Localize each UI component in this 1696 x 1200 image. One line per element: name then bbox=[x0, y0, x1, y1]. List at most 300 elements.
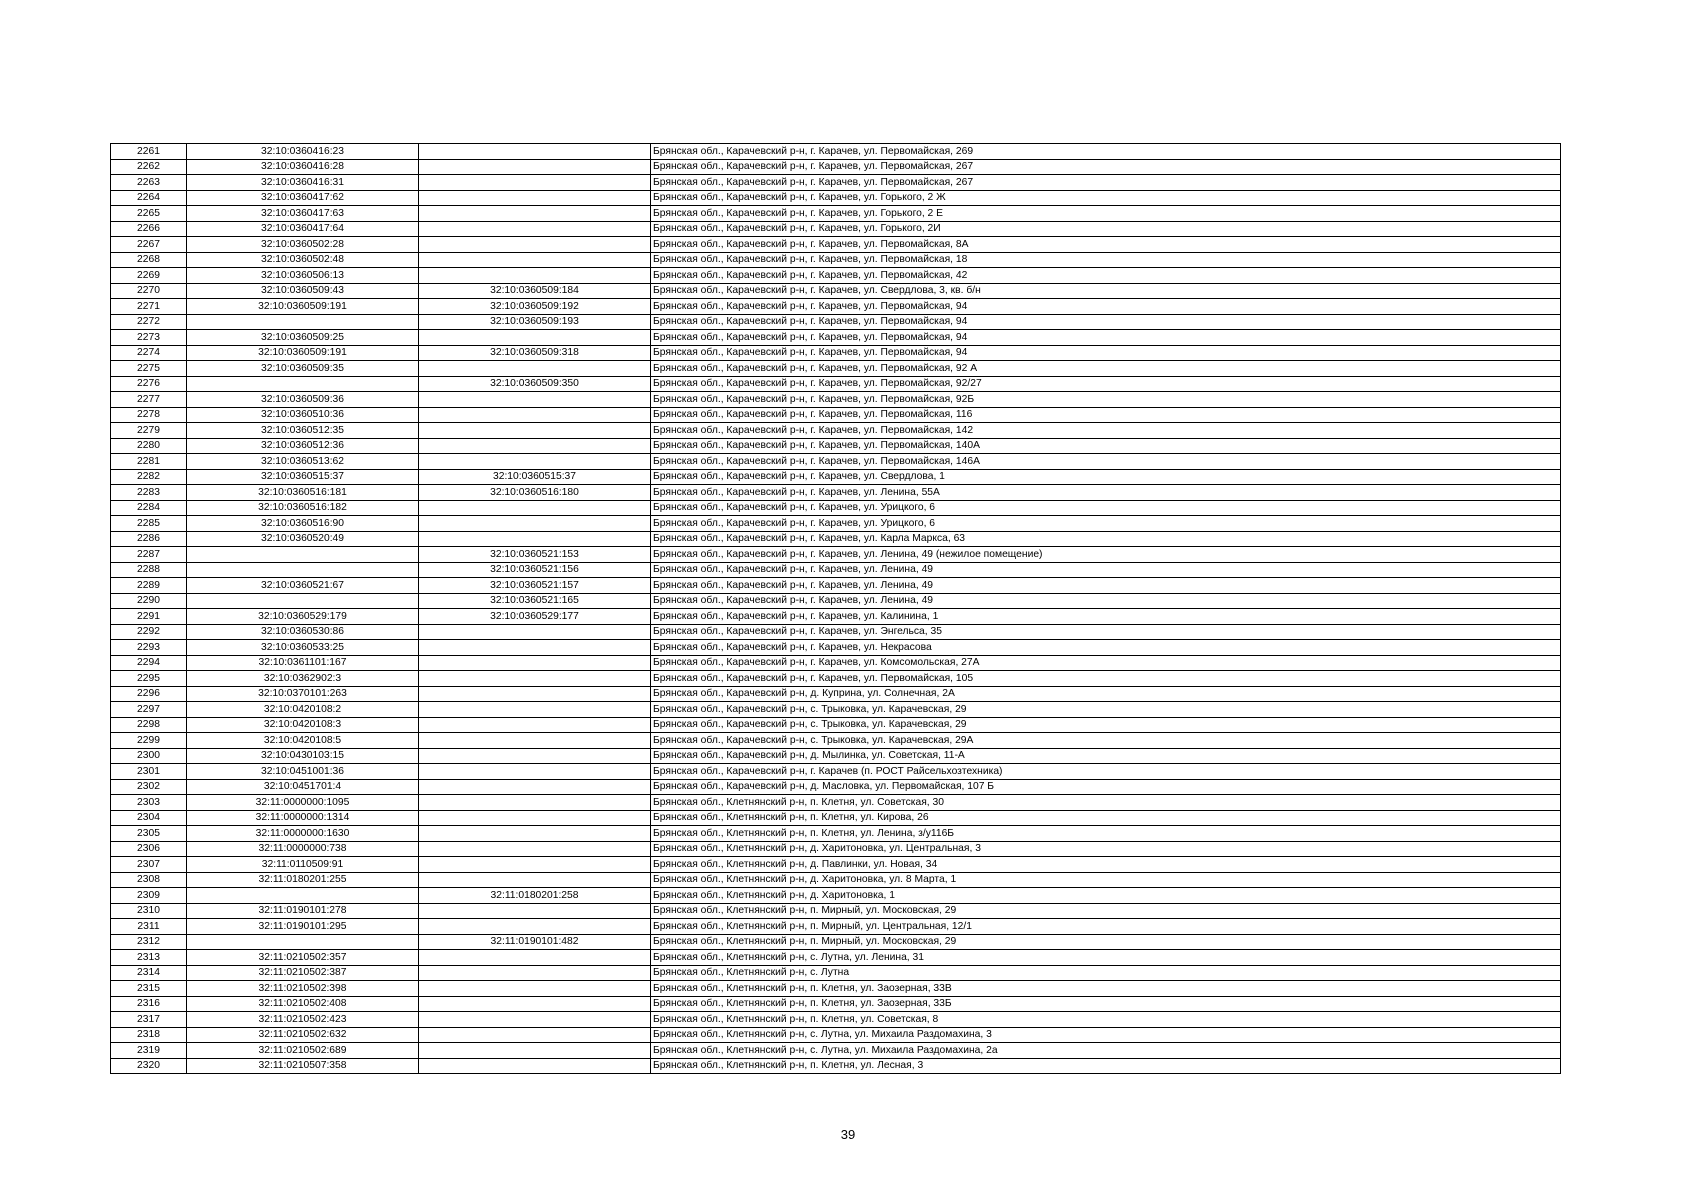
cadastral-number-cell: 32:10:0420108:5 bbox=[187, 733, 419, 749]
table-row bbox=[111, 469, 1561, 485]
row-number-cell: 2290 bbox=[111, 593, 187, 609]
table-row bbox=[111, 562, 1561, 578]
row-number-cell: 2314 bbox=[111, 965, 187, 981]
cadastral-number-cell: 32:10:0360521:67 bbox=[187, 578, 419, 594]
address-cell: Брянская обл., Карачевский р-н, с. Трыковка, ул. Карачевская, 29 bbox=[651, 717, 1561, 733]
address-cell: Брянская обл., Клетнянский р-н, д. Харитоновка, ул. Центральная, 3 bbox=[651, 841, 1561, 857]
building-cadastral-number-cell bbox=[419, 919, 651, 935]
row-number-cell: 2262 bbox=[111, 159, 187, 175]
building-cadastral-number-cell bbox=[419, 826, 651, 842]
cadastral-number-cell: 32:10:0370101:263 bbox=[187, 686, 419, 702]
cadastral-number-cell: 32:10:0360520:49 bbox=[187, 531, 419, 547]
cadastral-number-cell: 32:10:0360416:28 bbox=[187, 159, 419, 175]
cadastral-number-cell: 32:11:0110509:91 bbox=[187, 857, 419, 873]
cadastral-number-cell bbox=[187, 547, 419, 563]
table-row bbox=[111, 1043, 1561, 1059]
table-row bbox=[111, 237, 1561, 253]
building-cadastral-number-cell bbox=[419, 686, 651, 702]
cadastral-number-cell: 32:11:0000000:1095 bbox=[187, 795, 419, 811]
building-cadastral-number-cell bbox=[419, 516, 651, 532]
table-row bbox=[111, 981, 1561, 997]
building-cadastral-number-cell bbox=[419, 795, 651, 811]
address-cell: Брянская обл., Клетнянский р-н, п. Клетня, ул. Советская, 8 bbox=[651, 1012, 1561, 1028]
address-cell: Брянская обл., Карачевский р-н, г. Карачев, ул. Первомайская, 142 bbox=[651, 423, 1561, 439]
cadastral-number-cell: 32:11:0180201:255 bbox=[187, 872, 419, 888]
building-cadastral-number-cell bbox=[419, 950, 651, 966]
cadastral-number-cell: 32:10:0451001:36 bbox=[187, 764, 419, 780]
row-number-cell: 2287 bbox=[111, 547, 187, 563]
address-cell: Брянская обл., Клетнянский р-н, п. Мирный, ул. Московская, 29 bbox=[651, 934, 1561, 950]
cadastral-number-cell: 32:10:0362902:3 bbox=[187, 671, 419, 687]
row-number-cell: 2277 bbox=[111, 392, 187, 408]
building-cadastral-number-cell: 32:10:0360521:153 bbox=[419, 547, 651, 563]
address-cell: Брянская обл., Клетнянский р-н, п. Клетня, ул. Советская, 30 bbox=[651, 795, 1561, 811]
table-row bbox=[111, 810, 1561, 826]
table-row bbox=[111, 144, 1561, 160]
address-cell: Брянская обл., Карачевский р-н, г. Карачев, ул. Первомайская, 116 bbox=[651, 407, 1561, 423]
address-cell: Брянская обл., Клетнянский р-н, с. Лутна, ул. Ленина, 31 bbox=[651, 950, 1561, 966]
address-cell: Брянская обл., Карачевский р-н, с. Трыковка, ул. Карачевская, 29А bbox=[651, 733, 1561, 749]
table-row bbox=[111, 547, 1561, 563]
building-cadastral-number-cell bbox=[419, 717, 651, 733]
row-number-cell: 2302 bbox=[111, 779, 187, 795]
cadastral-number-cell: 32:10:0360417:62 bbox=[187, 190, 419, 206]
cadastral-number-cell: 32:10:0360509:191 bbox=[187, 345, 419, 361]
cadastral-number-cell: 32:10:0360416:23 bbox=[187, 144, 419, 160]
table-row bbox=[111, 423, 1561, 439]
building-cadastral-number-cell bbox=[419, 981, 651, 997]
row-number-cell: 2269 bbox=[111, 268, 187, 284]
cadastral-number-cell bbox=[187, 376, 419, 392]
building-cadastral-number-cell bbox=[419, 454, 651, 470]
address-cell: Брянская обл., Клетнянский р-н, д. Харитоновка, ул. 8 Марта, 1 bbox=[651, 872, 1561, 888]
cadastral-number-cell: 32:10:0360509:35 bbox=[187, 361, 419, 377]
building-cadastral-number-cell bbox=[419, 159, 651, 175]
table-row bbox=[111, 1058, 1561, 1074]
cadastral-number-cell: 32:10:0360502:28 bbox=[187, 237, 419, 253]
address-cell: Брянская обл., Карачевский р-н, г. Карачев, ул. Горького, 2 Ж bbox=[651, 190, 1561, 206]
cadastral-number-cell: 32:11:0190101:295 bbox=[187, 919, 419, 935]
row-number-cell: 2303 bbox=[111, 795, 187, 811]
row-number-cell: 2268 bbox=[111, 252, 187, 268]
building-cadastral-number-cell bbox=[419, 438, 651, 454]
address-cell: Брянская обл., Карачевский р-н, д. Куприна, ул. Солнечная, 2А bbox=[651, 686, 1561, 702]
row-number-cell: 2297 bbox=[111, 702, 187, 718]
cadastral-number-cell: 32:10:0360509:191 bbox=[187, 299, 419, 315]
row-number-cell: 2308 bbox=[111, 872, 187, 888]
table-row bbox=[111, 640, 1561, 656]
cadastral-number-cell: 32:10:0451701:4 bbox=[187, 779, 419, 795]
address-cell: Брянская обл., Карачевский р-н, г. Карачев, ул. Свердлова, 1 bbox=[651, 469, 1561, 485]
cadastral-number-cell: 32:10:0360417:63 bbox=[187, 206, 419, 222]
address-cell: Брянская обл., Карачевский р-н, г. Карачев, ул. Урицкого, 6 bbox=[651, 500, 1561, 516]
row-number-cell: 2312 bbox=[111, 934, 187, 950]
row-number-cell: 2272 bbox=[111, 314, 187, 330]
building-cadastral-number-cell bbox=[419, 330, 651, 346]
address-cell: Брянская обл., Карачевский р-н, с. Трыковка, ул. Карачевская, 29 bbox=[651, 702, 1561, 718]
building-cadastral-number-cell bbox=[419, 733, 651, 749]
address-cell: Брянская обл., Карачевский р-н, г. Карачев, ул. Первомайская, 146А bbox=[651, 454, 1561, 470]
address-cell: Брянская обл., Карачевский р-н, д. Мылинка, ул. Советская, 11-А bbox=[651, 748, 1561, 764]
address-cell: Брянская обл., Клетнянский р-н, п. Мирный, ул. Центральная, 12/1 bbox=[651, 919, 1561, 935]
building-cadastral-number-cell bbox=[419, 1058, 651, 1074]
row-number-cell: 2280 bbox=[111, 438, 187, 454]
cadastral-number-cell: 32:11:0210502:387 bbox=[187, 965, 419, 981]
address-cell: Брянская обл., Клетнянский р-н, с. Лутна bbox=[651, 965, 1561, 981]
address-cell: Брянская обл., Карачевский р-н, г. Карачев, ул. Ленина, 55А bbox=[651, 485, 1561, 501]
cadastral-number-cell: 32:11:0210502:632 bbox=[187, 1027, 419, 1043]
cadastral-number-cell: 32:11:0210502:357 bbox=[187, 950, 419, 966]
address-cell: Брянская обл., Карачевский р-н, г. Карачев (п. РОСТ Райсельхозтехника) bbox=[651, 764, 1561, 780]
cadastral-number-cell: 32:10:0360510:36 bbox=[187, 407, 419, 423]
building-cadastral-number-cell: 32:11:0180201:258 bbox=[419, 888, 651, 904]
table-row bbox=[111, 221, 1561, 237]
address-cell: Брянская обл., Карачевский р-н, г. Карачев, ул. Урицкого, 6 bbox=[651, 516, 1561, 532]
building-cadastral-number-cell bbox=[419, 175, 651, 191]
building-cadastral-number-cell bbox=[419, 655, 651, 671]
table-row bbox=[111, 609, 1561, 625]
cadastral-number-cell: 32:10:0360417:64 bbox=[187, 221, 419, 237]
address-cell: Брянская обл., Карачевский р-н, г. Карачев, ул. Первомайская, 94 bbox=[651, 314, 1561, 330]
table-row bbox=[111, 454, 1561, 470]
address-cell: Брянская обл., Карачевский р-н, г. Карачев, ул. Комсомольская, 27А bbox=[651, 655, 1561, 671]
table-row bbox=[111, 314, 1561, 330]
cadastral-number-cell: 32:10:0360513:62 bbox=[187, 454, 419, 470]
table-row bbox=[111, 485, 1561, 501]
address-cell: Брянская обл., Карачевский р-н, г. Карачев, ул. Горького, 2И bbox=[651, 221, 1561, 237]
cadastral-number-cell: 32:10:0360506:13 bbox=[187, 268, 419, 284]
registry-table-body bbox=[111, 144, 1561, 1074]
cadastral-number-cell: 32:11:0210502:408 bbox=[187, 996, 419, 1012]
cadastral-number-cell: 32:10:0430103:15 bbox=[187, 748, 419, 764]
table-row bbox=[111, 438, 1561, 454]
address-cell: Брянская обл., Карачевский р-н, г. Карачев, ул. Первомайская, 92Б bbox=[651, 392, 1561, 408]
cadastral-number-cell: 32:10:0360512:36 bbox=[187, 438, 419, 454]
table-row bbox=[111, 655, 1561, 671]
building-cadastral-number-cell bbox=[419, 268, 651, 284]
address-cell: Брянская обл., Клетнянский р-н, п. Клетня, ул. Заозерная, 33В bbox=[651, 981, 1561, 997]
table-row bbox=[111, 624, 1561, 640]
address-cell: Брянская обл., Карачевский р-н, г. Карачев, ул. Первомайская, 42 bbox=[651, 268, 1561, 284]
table-row bbox=[111, 779, 1561, 795]
row-number-cell: 2320 bbox=[111, 1058, 187, 1074]
table-row bbox=[111, 578, 1561, 594]
table-row bbox=[111, 872, 1561, 888]
row-number-cell: 2293 bbox=[111, 640, 187, 656]
row-number-cell: 2283 bbox=[111, 485, 187, 501]
row-number-cell: 2281 bbox=[111, 454, 187, 470]
building-cadastral-number-cell bbox=[419, 531, 651, 547]
row-number-cell: 2292 bbox=[111, 624, 187, 640]
cadastral-number-cell: 32:10:0420108:2 bbox=[187, 702, 419, 718]
row-number-cell: 2275 bbox=[111, 361, 187, 377]
table-row bbox=[111, 702, 1561, 718]
row-number-cell: 2291 bbox=[111, 609, 187, 625]
building-cadastral-number-cell bbox=[419, 1043, 651, 1059]
building-cadastral-number-cell: 32:10:0360529:177 bbox=[419, 609, 651, 625]
row-number-cell: 2289 bbox=[111, 578, 187, 594]
row-number-cell: 2307 bbox=[111, 857, 187, 873]
row-number-cell: 2318 bbox=[111, 1027, 187, 1043]
table-row bbox=[111, 345, 1561, 361]
cadastral-number-cell: 32:11:0000000:738 bbox=[187, 841, 419, 857]
address-cell: Брянская обл., Карачевский р-н, г. Карачев, ул. Первомайская, 92/27 bbox=[651, 376, 1561, 392]
row-number-cell: 2306 bbox=[111, 841, 187, 857]
address-cell: Брянская обл., Карачевский р-н, г. Карачев, ул. Первомайская, 267 bbox=[651, 175, 1561, 191]
address-cell: Брянская обл., Карачевский р-н, г. Карачев, ул. Первомайская, 92 А bbox=[651, 361, 1561, 377]
row-number-cell: 2266 bbox=[111, 221, 187, 237]
building-cadastral-number-cell bbox=[419, 764, 651, 780]
row-number-cell: 2304 bbox=[111, 810, 187, 826]
cadastral-number-cell: 32:10:0360516:182 bbox=[187, 500, 419, 516]
building-cadastral-number-cell: 32:10:0360509:318 bbox=[419, 345, 651, 361]
row-number-cell: 2300 bbox=[111, 748, 187, 764]
row-number-cell: 2301 bbox=[111, 764, 187, 780]
table-row bbox=[111, 1027, 1561, 1043]
table-row bbox=[111, 206, 1561, 222]
address-cell: Брянская обл., Клетнянский р-н, д. Харитоновка, 1 bbox=[651, 888, 1561, 904]
row-number-cell: 2284 bbox=[111, 500, 187, 516]
cadastral-number-cell: 32:11:0190101:278 bbox=[187, 903, 419, 919]
row-number-cell: 2305 bbox=[111, 826, 187, 842]
building-cadastral-number-cell bbox=[419, 903, 651, 919]
cadastral-number-cell: 32:11:0210507:358 bbox=[187, 1058, 419, 1074]
building-cadastral-number-cell bbox=[419, 361, 651, 377]
cadastral-number-cell bbox=[187, 888, 419, 904]
cadastral-number-cell: 32:10:0360515:37 bbox=[187, 469, 419, 485]
building-cadastral-number-cell bbox=[419, 671, 651, 687]
table-row bbox=[111, 268, 1561, 284]
table-row bbox=[111, 903, 1561, 919]
table-row bbox=[111, 283, 1561, 299]
building-cadastral-number-cell: 32:10:0360521:157 bbox=[419, 578, 651, 594]
address-cell: Брянская обл., Карачевский р-н, г. Карачев, ул. Некрасова bbox=[651, 640, 1561, 656]
building-cadastral-number-cell bbox=[419, 640, 651, 656]
row-number-cell: 2288 bbox=[111, 562, 187, 578]
address-cell: Брянская обл., Карачевский р-н, г. Карачев, ул. Первомайская, 94 bbox=[651, 299, 1561, 315]
table-row bbox=[111, 376, 1561, 392]
cadastral-number-cell: 32:10:0360509:36 bbox=[187, 392, 419, 408]
building-cadastral-number-cell bbox=[419, 237, 651, 253]
row-number-cell: 2316 bbox=[111, 996, 187, 1012]
building-cadastral-number-cell bbox=[419, 624, 651, 640]
table-row bbox=[111, 950, 1561, 966]
cadastral-number-cell: 32:10:0360529:179 bbox=[187, 609, 419, 625]
building-cadastral-number-cell bbox=[419, 500, 651, 516]
cadastral-number-cell: 32:10:0420108:3 bbox=[187, 717, 419, 733]
building-cadastral-number-cell bbox=[419, 407, 651, 423]
building-cadastral-number-cell bbox=[419, 996, 651, 1012]
row-number-cell: 2309 bbox=[111, 888, 187, 904]
address-cell: Брянская обл., Карачевский р-н, г. Карачев, ул. Первомайская, 105 bbox=[651, 671, 1561, 687]
row-number-cell: 2317 bbox=[111, 1012, 187, 1028]
table-row bbox=[111, 175, 1561, 191]
address-cell: Брянская обл., Клетнянский р-н, п. Клетня, ул. Кирова, 26 bbox=[651, 810, 1561, 826]
cadastral-number-cell: 32:11:0210502:398 bbox=[187, 981, 419, 997]
building-cadastral-number-cell bbox=[419, 221, 651, 237]
table-row bbox=[111, 531, 1561, 547]
building-cadastral-number-cell bbox=[419, 1012, 651, 1028]
registry-table bbox=[110, 143, 1561, 1074]
table-row bbox=[111, 764, 1561, 780]
cadastral-number-cell: 32:10:0360530:86 bbox=[187, 624, 419, 640]
table-row bbox=[111, 934, 1561, 950]
table-row bbox=[111, 159, 1561, 175]
address-cell: Брянская обл., Карачевский р-н, г. Карачев, ул. Энгельса, 35 bbox=[651, 624, 1561, 640]
table-row bbox=[111, 516, 1561, 532]
row-number-cell: 2276 bbox=[111, 376, 187, 392]
row-number-cell: 2298 bbox=[111, 717, 187, 733]
address-cell: Брянская обл., Карачевский р-н, г. Карачев, ул. Первомайская, 94 bbox=[651, 330, 1561, 346]
table-row bbox=[111, 252, 1561, 268]
cadastral-number-cell: 32:10:0360516:181 bbox=[187, 485, 419, 501]
table-row bbox=[111, 841, 1561, 857]
row-number-cell: 2285 bbox=[111, 516, 187, 532]
table-row bbox=[111, 500, 1561, 516]
page-number: 39 bbox=[840, 1127, 856, 1142]
building-cadastral-number-cell: 32:11:0190101:482 bbox=[419, 934, 651, 950]
row-number-cell: 2263 bbox=[111, 175, 187, 191]
building-cadastral-number-cell: 32:10:0360509:192 bbox=[419, 299, 651, 315]
row-number-cell: 2278 bbox=[111, 407, 187, 423]
cadastral-number-cell: 32:10:0360416:31 bbox=[187, 175, 419, 191]
address-cell: Брянская обл., Карачевский р-н, г. Карачев, ул. Горького, 2 Е bbox=[651, 206, 1561, 222]
cadastral-number-cell: 32:10:0360512:35 bbox=[187, 423, 419, 439]
row-number-cell: 2286 bbox=[111, 531, 187, 547]
cadastral-number-cell: 32:11:0210502:689 bbox=[187, 1043, 419, 1059]
row-number-cell: 2274 bbox=[111, 345, 187, 361]
building-cadastral-number-cell bbox=[419, 206, 651, 222]
row-number-cell: 2310 bbox=[111, 903, 187, 919]
address-cell: Брянская обл., Клетнянский р-н, с. Лутна, ул. Михаила Раздомахина, 3 bbox=[651, 1027, 1561, 1043]
address-cell: Брянская обл., Клетнянский р-н, п. Клетня, ул. Ленина, з/у116Б bbox=[651, 826, 1561, 842]
row-number-cell: 2315 bbox=[111, 981, 187, 997]
building-cadastral-number-cell bbox=[419, 144, 651, 160]
building-cadastral-number-cell bbox=[419, 190, 651, 206]
building-cadastral-number-cell: 32:10:0360521:156 bbox=[419, 562, 651, 578]
row-number-cell: 2273 bbox=[111, 330, 187, 346]
building-cadastral-number-cell bbox=[419, 702, 651, 718]
row-number-cell: 2295 bbox=[111, 671, 187, 687]
cadastral-number-cell: 32:10:0360509:25 bbox=[187, 330, 419, 346]
address-cell: Брянская обл., Клетнянский р-н, с. Лутна, ул. Михаила Раздомахина, 2а bbox=[651, 1043, 1561, 1059]
address-cell: Брянская обл., Карачевский р-н, г. Карачев, ул. Первомайская, 140А bbox=[651, 438, 1561, 454]
table-row bbox=[111, 748, 1561, 764]
building-cadastral-number-cell bbox=[419, 779, 651, 795]
table-row bbox=[111, 593, 1561, 609]
row-number-cell: 2271 bbox=[111, 299, 187, 315]
building-cadastral-number-cell bbox=[419, 748, 651, 764]
table-row bbox=[111, 888, 1561, 904]
row-number-cell: 2261 bbox=[111, 144, 187, 160]
building-cadastral-number-cell bbox=[419, 965, 651, 981]
address-cell: Брянская обл., Клетнянский р-н, п. Клетня, ул. Лесная, 3 bbox=[651, 1058, 1561, 1074]
table-row bbox=[111, 392, 1561, 408]
cadastral-number-cell: 32:11:0000000:1630 bbox=[187, 826, 419, 842]
address-cell: Брянская обл., Карачевский р-н, г. Карачев, ул. Карла Маркса, 63 bbox=[651, 531, 1561, 547]
table-row bbox=[111, 733, 1561, 749]
cadastral-number-cell: 32:10:0360516:90 bbox=[187, 516, 419, 532]
building-cadastral-number-cell: 32:10:0360515:37 bbox=[419, 469, 651, 485]
row-number-cell: 2264 bbox=[111, 190, 187, 206]
building-cadastral-number-cell: 32:10:0360509:350 bbox=[419, 376, 651, 392]
building-cadastral-number-cell bbox=[419, 392, 651, 408]
table-row bbox=[111, 996, 1561, 1012]
row-number-cell: 2299 bbox=[111, 733, 187, 749]
row-number-cell: 2282 bbox=[111, 469, 187, 485]
row-number-cell: 2265 bbox=[111, 206, 187, 222]
address-cell: Брянская обл., Карачевский р-н, г. Карачев, ул. Ленина, 49 bbox=[651, 562, 1561, 578]
row-number-cell: 2296 bbox=[111, 686, 187, 702]
cadastral-number-cell bbox=[187, 314, 419, 330]
table-row bbox=[111, 965, 1561, 981]
address-cell: Брянская обл., Карачевский р-н, г. Карачев, ул. Свердлова, 3, кв. б/н bbox=[651, 283, 1561, 299]
address-cell: Брянская обл., Карачевский р-н, г. Карачев, ул. Первомайская, 94 bbox=[651, 345, 1561, 361]
building-cadastral-number-cell bbox=[419, 1027, 651, 1043]
address-cell: Брянская обл., Карачевский р-н, г. Карачев, ул. Первомайская, 18 bbox=[651, 252, 1561, 268]
address-cell: Брянская обл., Клетнянский р-н, п. Клетня, ул. Заозерная, 33Б bbox=[651, 996, 1561, 1012]
building-cadastral-number-cell bbox=[419, 423, 651, 439]
row-number-cell: 2313 bbox=[111, 950, 187, 966]
row-number-cell: 2294 bbox=[111, 655, 187, 671]
table-row bbox=[111, 407, 1561, 423]
cadastral-number-cell: 32:10:0360533:25 bbox=[187, 640, 419, 656]
address-cell: Брянская обл., Карачевский р-н, г. Карачев, ул. Ленина, 49 bbox=[651, 578, 1561, 594]
building-cadastral-number-cell: 32:10:0360521:165 bbox=[419, 593, 651, 609]
building-cadastral-number-cell: 32:10:0360516:180 bbox=[419, 485, 651, 501]
address-cell: Брянская обл., Карачевский р-н, д. Масловка, ул. Первомайская, 107 Б bbox=[651, 779, 1561, 795]
table-row bbox=[111, 330, 1561, 346]
building-cadastral-number-cell bbox=[419, 252, 651, 268]
table-row bbox=[111, 671, 1561, 687]
building-cadastral-number-cell: 32:10:0360509:184 bbox=[419, 283, 651, 299]
table-row bbox=[111, 826, 1561, 842]
table-row bbox=[111, 717, 1561, 733]
cadastral-number-cell: 32:11:0210502:423 bbox=[187, 1012, 419, 1028]
row-number-cell: 2270 bbox=[111, 283, 187, 299]
cadastral-number-cell bbox=[187, 934, 419, 950]
cadastral-number-cell bbox=[187, 593, 419, 609]
table-row bbox=[111, 190, 1561, 206]
building-cadastral-number-cell: 32:10:0360509:193 bbox=[419, 314, 651, 330]
table-row bbox=[111, 686, 1561, 702]
cadastral-number-cell: 32:10:0360509:43 bbox=[187, 283, 419, 299]
address-cell: Брянская обл., Карачевский р-н, г. Карачев, ул. Ленина, 49 bbox=[651, 593, 1561, 609]
table-row bbox=[111, 919, 1561, 935]
cadastral-number-cell bbox=[187, 562, 419, 578]
cadastral-number-cell: 32:10:0360502:48 bbox=[187, 252, 419, 268]
building-cadastral-number-cell bbox=[419, 810, 651, 826]
cadastral-number-cell: 32:10:0361101:167 bbox=[187, 655, 419, 671]
table-row bbox=[111, 795, 1561, 811]
building-cadastral-number-cell bbox=[419, 857, 651, 873]
address-cell: Брянская обл., Клетнянский р-н, д. Павлинки, ул. Новая, 34 bbox=[651, 857, 1561, 873]
building-cadastral-number-cell bbox=[419, 841, 651, 857]
row-number-cell: 2311 bbox=[111, 919, 187, 935]
building-cadastral-number-cell bbox=[419, 872, 651, 888]
cadastral-number-cell: 32:11:0000000:1314 bbox=[187, 810, 419, 826]
address-cell: Брянская обл., Клетнянский р-н, п. Мирный, ул. Московская, 29 bbox=[651, 903, 1561, 919]
row-number-cell: 2267 bbox=[111, 237, 187, 253]
address-cell: Брянская обл., Карачевский р-н, г. Карачев, ул. Калинина, 1 bbox=[651, 609, 1561, 625]
address-cell: Брянская обл., Карачевский р-н, г. Карачев, ул. Первомайская, 8А bbox=[651, 237, 1561, 253]
row-number-cell: 2279 bbox=[111, 423, 187, 439]
table-row bbox=[111, 857, 1561, 873]
table-row bbox=[111, 1012, 1561, 1028]
row-number-cell: 2319 bbox=[111, 1043, 187, 1059]
address-cell: Брянская обл., Карачевский р-н, г. Карачев, ул. Первомайская, 267 bbox=[651, 159, 1561, 175]
table-row bbox=[111, 299, 1561, 315]
